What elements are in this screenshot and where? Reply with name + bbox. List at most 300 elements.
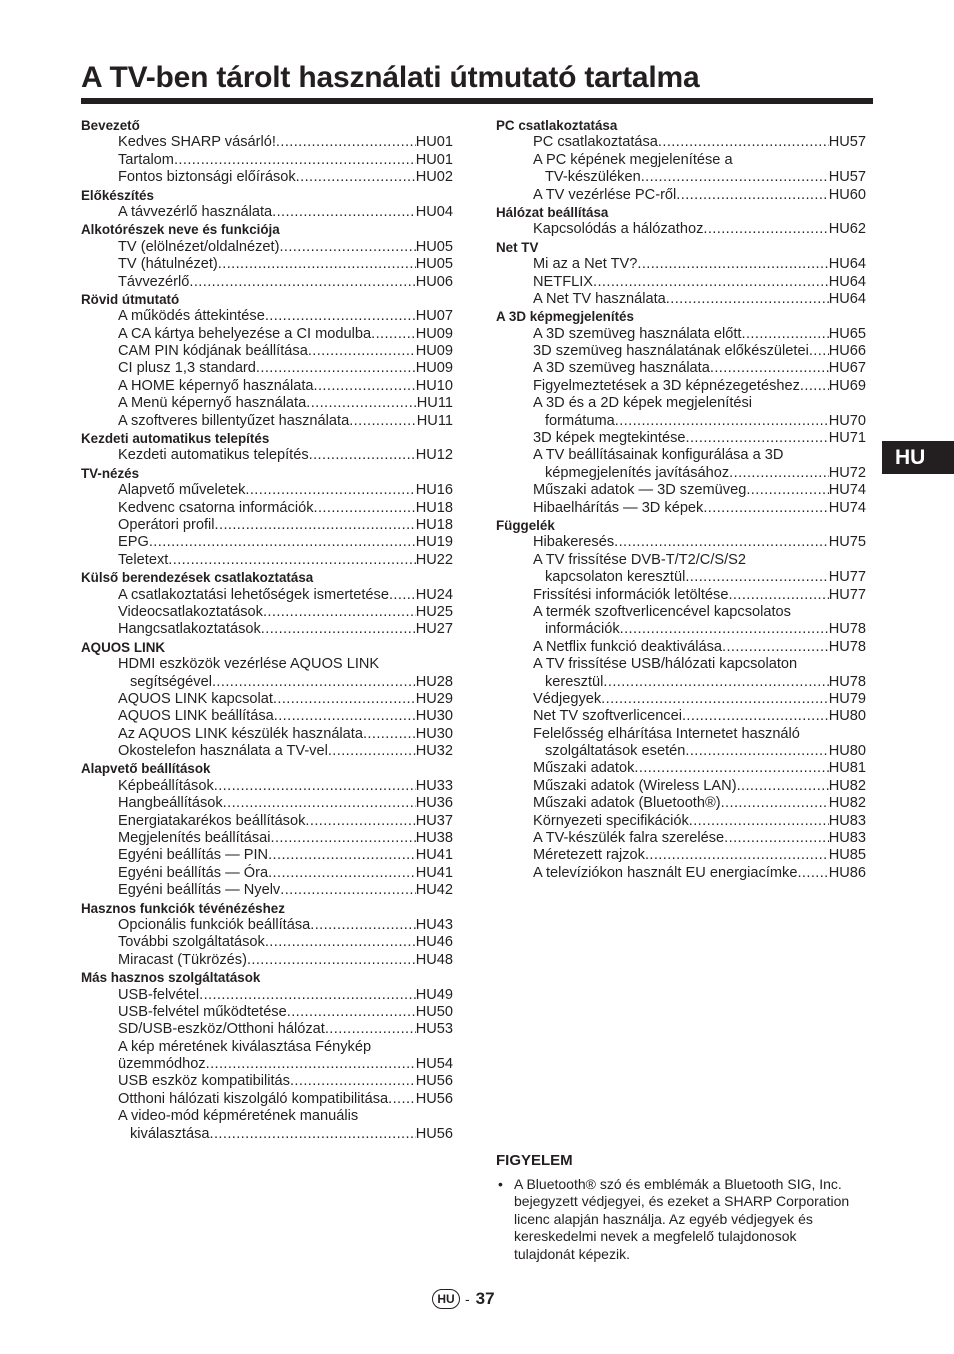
toc-entry-text: A Netflix funkció deaktiválása — [533, 638, 723, 655]
dot-leader — [615, 413, 829, 430]
toc-entry-text: A termék szoftverlicencével kapcsolatos — [533, 603, 791, 620]
toc-entry-text: A csatlakoztatási lehetőségek ismertetése — [118, 586, 389, 603]
toc-entry — [81, 1056, 453, 1073]
toc-entry — [496, 326, 866, 343]
toc-entry-page: HU30 — [415, 708, 453, 725]
note-item: • A Bluetooth® szó és emblémák a Bluetooth SIG, Inc. bejegyzett védjegyei, és ezeket a SHARP Corporation licenc alapján használja. Az egyéb védjegyek és kereskedelmi nevek a megfelelő tulajdonosok tulajdonát képezik. — [496, 1176, 856, 1263]
toc-entry-page: HU60 — [828, 186, 866, 203]
toc-entry — [81, 726, 453, 743]
dot-leader — [689, 813, 829, 830]
dot-leader — [703, 500, 828, 517]
toc-entry-page: HU28 — [415, 673, 453, 690]
toc-entry — [496, 813, 866, 830]
toc-entry-page: HU05 — [415, 256, 453, 273]
toc-entry-text: AQUOS LINK kapcsolat — [118, 690, 273, 707]
dot-leader — [290, 1073, 416, 1090]
toc-entry — [496, 743, 866, 760]
toc-entry-page: HU30 — [415, 725, 453, 742]
toc-entry-page: HU10 — [415, 377, 453, 394]
toc-entry — [496, 708, 866, 725]
toc-entry — [496, 187, 866, 204]
dot-leader — [263, 604, 416, 621]
note-title: FIGYELEM — [496, 1152, 573, 1169]
toc-entry-page: HU07 — [415, 308, 453, 325]
dot-leader — [686, 430, 829, 447]
toc-entry-text: USB-felvétel működtetése — [118, 1003, 287, 1020]
toc-entry-page: HU48 — [415, 951, 453, 968]
toc-entry-text: PC csatlakoztatása — [533, 134, 658, 151]
toc-entry-text: USB-felvétel — [118, 986, 200, 1003]
toc-section-heading: Net TV — [496, 239, 539, 255]
toc-entry-text: Okostelefon használata a TV-vel — [118, 743, 328, 760]
dot-leader — [223, 795, 416, 812]
toc-section-heading: A 3D képmegjelenítés — [496, 309, 634, 325]
toc-right-column — [496, 117, 866, 882]
toc-entry-page: HU74 — [828, 499, 866, 516]
toc-entry-text: Alapvető műveletek — [118, 482, 246, 499]
toc-entry-text: Hangbeállítások — [118, 795, 223, 812]
toc-entry-page: HU53 — [415, 1021, 453, 1038]
dot-leader — [721, 795, 829, 812]
toc-entry-page: HU75 — [828, 534, 866, 551]
toc-entry-text: A TV frissítése DVB-T/T2/C/S/S2 — [533, 551, 747, 568]
toc-entry-text: NETFLIX — [533, 273, 594, 290]
toc-entry-text: Környezeti specifikációk — [533, 812, 689, 829]
toc-entry — [496, 134, 866, 151]
toc-entry-text: A távvezérlő használata — [118, 203, 273, 220]
toc-entry-page: HU18 — [415, 499, 453, 516]
dot-leader — [271, 830, 416, 847]
dot-leader — [212, 674, 416, 691]
toc-entry-page: HU80 — [828, 743, 866, 760]
toc-entry-page: HU72 — [828, 464, 866, 481]
toc-entry-text: CI plusz 1,3 standard — [118, 360, 256, 377]
toc-entry-page: HU09 — [415, 325, 453, 342]
toc-entry — [81, 239, 453, 256]
toc-entry-page: HU54 — [415, 1056, 453, 1073]
dot-leader — [620, 621, 829, 638]
toc-entry-text: Tartalom — [118, 151, 174, 168]
toc-entry — [496, 291, 866, 308]
dot-leader — [245, 482, 415, 499]
toc-entry — [496, 674, 866, 691]
dot-leader — [645, 847, 829, 864]
toc-entry — [81, 708, 453, 725]
toc-entry-text: Műszaki adatok (Wireless LAN) — [533, 777, 737, 794]
dot-leader — [256, 360, 416, 377]
toc-entry-text: Miracast (Tükrözés) — [118, 951, 247, 968]
toc-entry-text: 3D képek megtekintése — [533, 430, 686, 447]
toc-entry — [81, 169, 453, 186]
toc-entry-page: HU50 — [415, 1003, 453, 1020]
toc-entry-text: Távvezérlő — [118, 273, 190, 290]
toc-entry-text: Megjelenítés beállításai — [118, 830, 271, 847]
toc-entry-page: HU24 — [415, 586, 453, 603]
toc-entry-page: HU29 — [415, 690, 453, 707]
toc-entry — [81, 378, 453, 395]
toc-entry-text: A TV beállításainak konfigurálása a 3D — [533, 447, 784, 464]
toc-entry-text: Frissítési információk letöltése — [533, 586, 729, 603]
dot-leader — [310, 917, 415, 934]
toc-entry-text: Kedves SHARP vásárló! — [118, 134, 276, 151]
toc-entry-page: HU42 — [415, 882, 453, 899]
dot-leader — [710, 360, 829, 377]
toc-entry — [81, 987, 453, 1004]
toc-entry-page: HU56 — [415, 1090, 453, 1107]
dot-leader — [314, 378, 416, 395]
dot-leader — [268, 847, 416, 864]
toc-entry-text: A működés áttekintése — [118, 308, 265, 325]
toc-entry — [81, 743, 453, 760]
dot-leader — [722, 639, 829, 656]
toc-entry — [81, 500, 453, 517]
dot-leader — [724, 830, 829, 847]
dot-leader — [371, 326, 416, 343]
toc-entry — [81, 795, 453, 812]
toc-entry-text: kapcsolaton keresztül — [545, 569, 686, 586]
toc-entry-text: üzemmódhoz — [118, 1056, 206, 1073]
dot-leader — [703, 221, 828, 238]
dot-leader — [273, 691, 416, 708]
toc-entry-page: HU56 — [415, 1125, 453, 1142]
toc-entry — [81, 413, 453, 430]
dot-leader — [276, 134, 416, 151]
toc-entry — [496, 256, 866, 273]
toc-entry-text: Teletext — [118, 551, 169, 568]
toc-entry-page: HU18 — [415, 516, 453, 533]
toc-section-heading: Alkotórészek neve és funkciója — [81, 222, 280, 238]
toc-entry-text: TV-készüléken — [545, 169, 641, 186]
toc-entry-page: HU82 — [828, 777, 866, 794]
toc-entry — [81, 152, 453, 169]
toc-entry-text: Egyéni beállítás — PIN — [118, 847, 269, 864]
toc-entry-page: HU80 — [828, 708, 866, 725]
toc-left-column — [81, 117, 453, 1143]
toc-section-heading: Alapvető beállítások — [81, 761, 211, 777]
toc-entry — [81, 1021, 453, 1038]
toc-entry-text: A szoftveres billentyűzet használata — [118, 412, 350, 429]
toc-entry — [81, 134, 453, 151]
toc-entry-text: A TV frissítése USB/hálózati kapcsolaton — [533, 656, 798, 673]
toc-entry-text: Műszaki adatok (Bluetooth®) — [533, 795, 721, 812]
toc-entry-page: HU70 — [828, 412, 866, 429]
toc-section-heading: Hálózat beállítása — [496, 204, 609, 220]
toc-entry-page: HU16 — [415, 482, 453, 499]
page-footer — [432, 1288, 495, 1310]
dot-leader — [800, 378, 829, 395]
toc-entry-text: A kép méretének kiválasztása Fénykép — [118, 1038, 372, 1055]
toc-entry-text: 3D szemüveg használatának előkészületei — [533, 343, 809, 360]
toc-entry — [81, 847, 453, 864]
toc-entry-text: EPG — [118, 534, 149, 551]
toc-entry-text: Képbeállítások — [118, 777, 214, 794]
dot-leader — [206, 1056, 416, 1073]
toc-entry — [496, 865, 866, 882]
toc-entry — [496, 343, 866, 360]
toc-entry-page: HU25 — [415, 603, 453, 620]
toc-section-heading: Bevezető — [81, 118, 140, 133]
dot-leader — [676, 187, 828, 204]
toc-entry-text: A video-mód képméretének manuális — [118, 1108, 359, 1125]
footer-separator: - — [465, 1291, 470, 1307]
dot-leader — [325, 1021, 416, 1038]
toc-entry-text: TV (hátulnézet) — [118, 256, 218, 273]
toc-entry-page: HU19 — [415, 534, 453, 551]
language-tab: HU — [882, 441, 954, 474]
toc-entry-text: A Menü képernyő használata — [118, 395, 307, 412]
toc-entry-page: HU83 — [828, 830, 866, 847]
dot-leader — [272, 204, 416, 221]
dot-leader — [168, 552, 415, 569]
toc-entry — [496, 569, 866, 586]
toc-entry — [81, 917, 453, 934]
dot-leader — [218, 256, 416, 273]
toc-entry-page: HU41 — [415, 864, 453, 881]
toc-section-heading: Függelék — [496, 517, 555, 533]
dot-leader — [601, 691, 829, 708]
dot-leader — [685, 743, 828, 760]
toc-entry — [496, 378, 866, 395]
toc-entry-page: HU62 — [828, 221, 866, 238]
toc-entry-page: HU33 — [415, 777, 453, 794]
toc-entry-page: HU01 — [415, 151, 453, 168]
toc-entry — [81, 691, 453, 708]
toc-entry-text: információk — [545, 621, 620, 638]
dot-leader — [363, 726, 416, 743]
toc-entry — [81, 830, 453, 847]
toc-entry-page: HU41 — [415, 847, 453, 864]
dot-leader — [349, 413, 417, 430]
toc-entry-page: HU64 — [828, 290, 866, 307]
toc-entry-page: HU46 — [415, 934, 453, 951]
toc-entry-text: Net TV szoftverlicencei — [533, 708, 682, 725]
dot-leader — [742, 326, 829, 343]
toc-entry-page: HU69 — [828, 377, 866, 394]
toc-section-heading: Külső berendezések csatlakoztatása — [81, 570, 314, 586]
toc-entry — [496, 639, 866, 656]
toc-entry — [81, 604, 453, 621]
toc-entry-page: HU12 — [415, 447, 453, 464]
dot-leader — [149, 534, 416, 551]
toc-entry-text: szolgáltatások esetén — [545, 743, 686, 760]
toc-entry-page: HU05 — [415, 238, 453, 255]
toc-entry-page: HU57 — [828, 134, 866, 151]
toc-entry — [496, 795, 866, 812]
dot-leader — [603, 674, 828, 691]
toc-entry-page: HU78 — [828, 621, 866, 638]
toc-entry-page: HU06 — [415, 273, 453, 290]
toc-section-heading: AQUOS LINK — [81, 639, 166, 655]
toc-entry-page: HU66 — [828, 343, 866, 360]
toc-entry-text: formátuma — [545, 412, 615, 429]
dot-leader — [728, 587, 828, 604]
toc-entry — [81, 1126, 453, 1143]
toc-entry-page: HU57 — [828, 169, 866, 186]
dot-leader — [308, 343, 416, 360]
dot-leader — [797, 865, 828, 882]
dot-leader — [389, 587, 416, 604]
dot-leader — [189, 274, 415, 291]
toc-entry-page: HU43 — [415, 916, 453, 933]
dot-leader — [641, 169, 829, 186]
toc-entry-page: HU36 — [415, 795, 453, 812]
dot-leader — [279, 239, 415, 256]
toc-entry-text: A 3D szemüveg használata — [533, 360, 710, 377]
toc-entry-text: kiválasztása — [130, 1125, 210, 1142]
toc-entry-page: HU86 — [828, 864, 866, 881]
toc-entry-page: HU82 — [828, 795, 866, 812]
toc-entry — [81, 952, 453, 969]
toc-entry-page: HU85 — [828, 847, 866, 864]
toc-entry-text: A televíziókon használt EU energiacímke — [533, 864, 798, 881]
dot-leader — [809, 343, 829, 360]
dot-leader — [265, 934, 416, 951]
dot-leader — [210, 1126, 416, 1143]
dot-leader — [658, 134, 829, 151]
toc-entry-text: Mi az a Net TV? — [533, 256, 638, 273]
toc-entry-text: Energiatakarékos beállítások — [118, 812, 306, 829]
toc-entry — [81, 934, 453, 951]
toc-entry-page: HU09 — [415, 360, 453, 377]
dot-leader — [214, 778, 416, 795]
dot-leader — [729, 465, 829, 482]
toc-entry-text: Figyelmeztetések a 3D képnézegetéshez — [533, 377, 800, 394]
toc-section-heading: TV-nézés — [81, 465, 140, 481]
toc-entry-page: HU67 — [828, 360, 866, 377]
toc-section-heading: Más hasznos szolgáltatások — [81, 970, 261, 986]
toc-entry — [81, 534, 453, 551]
toc-entry — [81, 1091, 453, 1108]
dot-leader — [614, 534, 829, 551]
toc-entry — [81, 1004, 453, 1021]
toc-entry — [496, 587, 866, 604]
toc-entry-text: A 3D szemüveg használata előtt — [533, 325, 742, 342]
toc-entry-page: HU56 — [415, 1073, 453, 1090]
toc-entry-text: Kezdeti automatikus telepítés — [118, 447, 309, 464]
toc-entry — [496, 621, 866, 638]
toc-entry — [496, 169, 866, 186]
dot-leader — [685, 569, 828, 586]
toc-entry-page: HU01 — [415, 134, 453, 151]
toc-entry-page: HU22 — [415, 551, 453, 568]
toc-entry-text: keresztül — [545, 673, 604, 690]
toc-entry-text: A TV vezérlése PC-ről — [533, 186, 677, 203]
dot-leader — [280, 882, 415, 899]
toc-entry-page: HU38 — [415, 830, 453, 847]
toc-entry-page: HU27 — [415, 621, 453, 638]
toc-entry — [496, 500, 866, 517]
dot-leader — [296, 169, 416, 186]
dot-leader — [666, 291, 829, 308]
toc-entry-text: AQUOS LINK beállítása — [118, 708, 274, 725]
toc-entry — [81, 674, 453, 691]
dot-leader — [682, 708, 829, 725]
toc-entry-text: Egyéni beállítás — Óra — [118, 864, 269, 881]
toc-entry-text: Műszaki adatok — [533, 760, 635, 777]
toc-entry-page: HU11 — [416, 395, 453, 412]
toc-entry-page: HU78 — [828, 673, 866, 690]
toc-entry-text: A HOME képernyő használata — [118, 377, 314, 394]
toc-entry — [81, 587, 453, 604]
toc-entry-text: Hibaelhárítás — 3D képek — [533, 499, 704, 516]
toc-entry — [496, 482, 866, 499]
toc-entry — [496, 360, 866, 377]
toc-entry-text: Kedvenc csatorna információk — [118, 499, 314, 516]
toc-entry — [496, 830, 866, 847]
toc-entry — [496, 534, 866, 551]
toc-entry-page: HU74 — [828, 482, 866, 499]
toc-entry-page: HU65 — [828, 325, 866, 342]
toc-entry-text: Operátori profil — [118, 516, 215, 533]
toc-section-heading: Hasznos funkciók tévénézéshez — [81, 900, 285, 916]
toc-entry — [81, 256, 453, 273]
toc-entry-text: SD/USB-eszköz/Otthoni hálózat — [118, 1021, 325, 1038]
toc-entry — [81, 204, 453, 221]
toc-entry-text: Védjegyek — [533, 690, 602, 707]
toc-entry-page: HU64 — [828, 273, 866, 290]
toc-entry — [496, 760, 866, 777]
toc-entry-text: Méretezett rajzok — [533, 847, 645, 864]
toc-entry — [81, 517, 453, 534]
toc-entry-page: HU04 — [415, 203, 453, 220]
toc-entry-page: HU09 — [415, 343, 453, 360]
dot-leader — [174, 152, 416, 169]
toc-entry — [496, 847, 866, 864]
toc-entry-text: Felelősség elhárítása Internetet használó — [533, 725, 800, 742]
toc-section-heading: Rövid útmutató — [81, 291, 180, 307]
toc-entry — [496, 778, 866, 795]
dot-leader — [328, 743, 416, 760]
toc-entry-text: A PC képének megjelenítése a — [533, 151, 733, 168]
page-title: A TV-ben tárolt használati útmutató tartalma — [81, 61, 700, 94]
toc-entry-page: HU83 — [828, 812, 866, 829]
toc-entry-text: A TV-készülék falra szerelése — [533, 830, 725, 847]
toc-entry-page: HU77 — [828, 586, 866, 603]
dot-leader — [737, 778, 829, 795]
dot-leader — [637, 256, 828, 273]
toc-entry-page: HU02 — [415, 169, 453, 186]
toc-entry-page: HU79 — [828, 690, 866, 707]
dot-leader — [314, 500, 416, 517]
dot-leader — [388, 1091, 416, 1108]
toc-entry — [81, 778, 453, 795]
toc-entry-page: HU81 — [828, 760, 866, 777]
toc-entry-text: Kapcsolódás a hálózathoz — [533, 221, 704, 238]
toc-entry-text: Hangcsatlakoztatások — [118, 621, 261, 638]
dot-leader — [309, 447, 416, 464]
note-list — [496, 1176, 856, 1263]
toc-entry-page: HU32 — [415, 743, 453, 760]
toc-entry-text: A Net TV használata — [533, 290, 666, 307]
toc-entry-text: Otthoni hálózati kiszolgáló kompatibilitása — [118, 1090, 389, 1107]
toc-entry — [81, 482, 453, 499]
toc-entry — [81, 865, 453, 882]
toc-entry-text: CAM PIN kódjának beállítása — [118, 343, 308, 360]
dot-leader — [593, 274, 829, 291]
toc-entry — [81, 1073, 453, 1090]
dot-leader — [634, 760, 828, 777]
toc-entry — [496, 465, 866, 482]
toc-entry — [81, 308, 453, 325]
toc-entry-page: HU77 — [828, 569, 866, 586]
toc-entry — [81, 326, 453, 343]
toc-entry — [81, 274, 453, 291]
toc-entry-page: HU11 — [416, 412, 453, 429]
toc-entry-text: A 3D és a 2D képek megjelenítési — [533, 395, 753, 412]
toc-entry-text: További szolgáltatások — [118, 934, 265, 951]
dot-leader — [268, 865, 416, 882]
toc-entry — [81, 552, 453, 569]
